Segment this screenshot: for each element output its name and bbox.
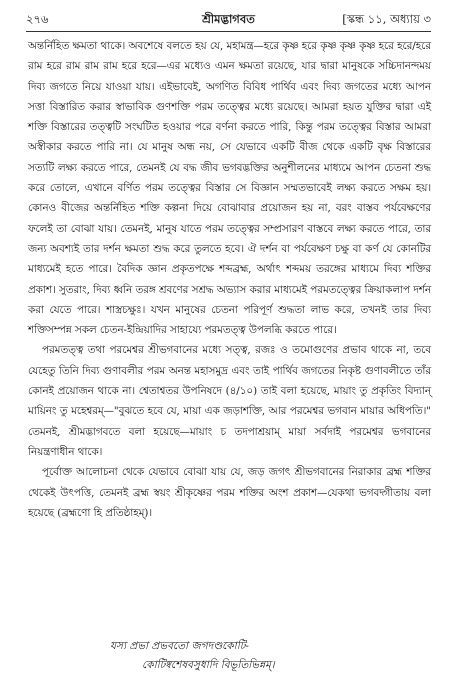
- paragraph-3: পূর্বোক্ত আলোচনা থেকে যেভাবে বোঝা যায় যে, জড় জগৎ শ্রীভগবানের নিরাকার ব্রহ্ম শক্তির থেকেই উৎপত্তি, তেমনই ব্রহ্ম স্বয়ং শ্রীকৃষ্ণের পরম শক্তির অংশ প্রকাশ—যেকথা ভগবদ্গীতায় বলা হয়েছে (ব্রহ্মণো হি প্রতিষ্ঠাহম্)।: [28, 466, 431, 519]
- verse-line-2: কোটিষ্বশেষবসুধাদি বিভূতিভিন্নম্।: [142, 659, 275, 671]
- page-header: [26, 10, 431, 28]
- page-number: ২৭৬: [26, 12, 49, 26]
- verse-line-1: যস্য প্রভা প্রভবতো জগদণ্ডকোটি-: [110, 640, 249, 652]
- body-text: [28, 36, 431, 523]
- header-rule: [26, 31, 431, 32]
- paragraph-1: অন্তর্নিহিত ক্ষমতা থাকে। অবশেষে বলতে হয় যে, মহামন্ত্র—হরে কৃষ্ণ হরে কৃষ্ণ কৃষ্ণ কৃষ্ণ হরে হরে/হরে রাম হরে রাম রাম রাম হরে হরে—এর মধ্যেও এমন ক্ষমতা রয়েছে, যার দ্বারা মানুষকে সচ্চিদানন্দময় দিব্য জগতে নিয়ে যাওয়া যায়। এইভাবেই, অগণিত বিবিধ পার্থিব এবং দিব্য জগতের মধ্যে আপন সত্তা বিস্তারিত করার স্বাভাবিক গুণশক্তি পরম তত্ত্বের মধ্যে রয়েছে। আমরা হয়ত যুক্তির দ্বারা এই শক্তি বিস্তারের তত্ত্বটি সংঘটিত হওয়ার পরে বর্ণনা করতে পারি, কিন্তু পরম তত্ত্বের বিস্তার আমরা অস্বীকার করতে পারি না। যে মানুষ অন্ধ নয়, সে যেভাবে একটি বীজ থেকে একটি বৃক্ষ বিস্তারের সত্যটি লক্ষ্য করতে পারে, তেমনই যে বদ্ধ জীব ভগবদ্ভক্তির অনুশীলনের মাধ্যমে আপন চেতনা শুদ্ধ করে তোলে, এখানে বর্ণিত পরম তত্ত্বের বিস্তার সে বিজ্ঞান সম্মতভাবেই লক্ষ্য করতে সক্ষম হয়। কোনও বীজের অন্তর্নিহিত শক্তি কল্পনা দিয়ে বোঝাবার প্রয়োজন হয় না, বরং বাস্তব পর্যবেক্ষণের ফলেই তা বোঝা যায়। তেমনই, মানুষ যাতে পরম তত্ত্বের সম্প্রসারণ বাস্তবে লক্ষ্য করতে পারে, তার জন্য অবশ্যই তার দর্শন ক্ষমতা শুদ্ধ করে তুলতে হবে। ঐ দর্শন বা পর্যবেক্ষণ চক্ষু বা কর্ণ যে কোনটির মাধ্যমেই হতে পারে। বৈদিক জ্ঞান প্রকৃতপক্ষে শব্দব্রহ্ম, অর্থাৎ শব্দময় তরঙ্গের মাধ্যমে দিব্য শক্তির প্রকাশ। সুতরাং, দিব্য ধ্বনি তরঙ্গ শ্রবণের সশ্রদ্ধ অভ্যাস করার মাধ্যমেই পরমতত্ত্বের ক্রিয়াকলাপ দর্শন করা যেতে পারে। শাস্ত্রচক্ষুঃ। যখন মানুষের চেতনা পরিপূর্ণ শুদ্ধতা লাভ করে, তখনই তার দিব্য শক্তিসম্পন্ন সকল চেতন-ইন্দ্রিয়াদির সাহায্যে পরমতত্ত্ব উপলব্ধি করতে পারে।: [28, 40, 431, 337]
- verse-block: [110, 637, 275, 675]
- running-title: শ্রীমদ্ভাগবত: [202, 12, 255, 26]
- section-label: [স্কন্ধ ১১, অধ্যায় ৩: [342, 12, 431, 26]
- paragraph-2: পরমতত্ত্ব তথা পরমেশ্বর শ্রীভগবানের মধ্যে সত্ত্ব, রজঃ ও তমোগুণের প্রভাব থাকে না, তবে যেহেতু তিনি দিব্য গুণাবলীর পরম অনন্ত মহাসমুদ্র এবং তাই পার্থিব জগতের নিকৃষ্ট গুণাবলীতে তাঁর কোনই প্রয়োজন থাকে না। শ্বেতাশ্বতর উপনিষদে (৪/১০) তাই বলা হয়েছে, মায়াং তু প্রকৃতিং বিদ্যান্ মায়িনং তু মহেশ্বরম্—"বুঝতে হবে যে, মায়া এক জড়াশক্তি, আর পরমেশ্বর ভগবান মায়ার অধিপতি।" তেমনই, শ্রীমদ্ভাগবতে বলা হয়েছে—মায়াং চ তদপাশ্রয়াম্ মায়া সর্বদাই পরমেশ্বর ভগবানের নিয়ন্ত্রণাধীন থাকে।: [28, 344, 431, 458]
